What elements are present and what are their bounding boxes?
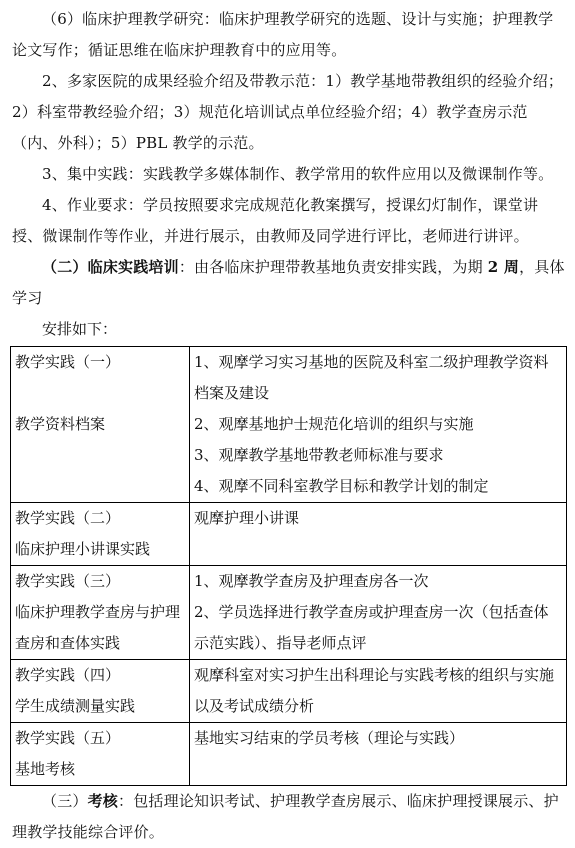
cell-text: 教学实践（三） — [15, 572, 121, 590]
cell-text: 基地实习结束的学员考核（理论与实践） — [194, 729, 465, 747]
section-text-a: ：由各临床护理带教基地负责安排实践，为期 — [178, 258, 488, 276]
cell-text: 教学资料档案 — [15, 415, 106, 433]
practice-name-cell — [11, 723, 190, 786]
practice-content-cell — [190, 723, 567, 786]
practice-name-cell — [11, 503, 190, 566]
cell-text: 4、观摩不同科室教学目标和教学计划的制定 — [194, 477, 489, 495]
cell-text: 2、学员选择进行教学查房或护理查房一次（包括查体示范实践）、指导老师点评 — [194, 603, 549, 652]
cell-text: 学生成绩测量实践 — [15, 697, 136, 715]
cell-text: 教学实践（一） — [15, 353, 121, 371]
arrangement-intro: 安排如下： — [42, 320, 118, 338]
practice-content-cell — [190, 660, 567, 723]
cell-text: 1、观摩学习实习基地的医院及科室二级护理教学资料档案及建设 — [194, 353, 549, 402]
cell-text: 临床护理小讲课实践 — [15, 540, 151, 558]
paragraph-assignment-requirements: 4、作业要求：学员按照要求完成规范化教案撰写，授课幻灯制作，课堂讲授、微课制作等作业，并进行展示，由教师及同学进行评比，老师进行讲评。 — [12, 196, 539, 245]
practice-content-cell — [190, 566, 567, 660]
paragraph-hospital-experience: 2、多家医院的成果经验介绍及带教示范：1）教学基地带教组织的经验介绍；2）科室带教经验介绍；3）规范化培训试点单位经验介绍；4）教学查房示范（内、外科）；5）PBL 教学的示范。 — [12, 72, 564, 152]
section-text-b: ，具体学习 — [12, 258, 565, 307]
paragraph-clinical-practice-training — [12, 252, 567, 314]
assessment-prefix: （三） — [42, 792, 88, 810]
cell-text: 1、观摩教学查房及护理查房各一次 — [194, 572, 429, 590]
assessment-heading: 考核 — [87, 792, 119, 810]
section-heading-clinical-practice: （二）临床实践培训 — [42, 258, 179, 276]
practice-content-cell — [190, 503, 567, 566]
table-row — [11, 566, 567, 660]
duration-text: 2 周 — [487, 258, 520, 276]
cell-text: 2、观摩基地护士规范化培训的组织与实施 — [194, 415, 474, 433]
practice-table — [10, 346, 567, 786]
cell-text: 基地考核 — [15, 760, 76, 778]
cell-spacer — [15, 378, 185, 409]
practice-content-cell — [190, 347, 567, 503]
table-row — [11, 723, 567, 786]
cell-text: 3、观摩教学基地带教老师标准与要求 — [194, 446, 444, 464]
cell-text: 教学实践（二） — [15, 509, 121, 527]
practice-name-cell — [11, 347, 190, 503]
paragraph-clinical-teaching-research: （6）临床护理教学研究：临床护理教学研究的选题、设计与实施；护理教学论文写作；循证思维在临床护理教育中的应用等。 — [12, 10, 554, 59]
paragraph-assessment — [12, 786, 567, 848]
paragraph-centralized-practice: 3、集中实践：实践教学多媒体制作、教学常用的软件应用以及微课制作等。 — [42, 165, 554, 183]
cell-text: 观摩护理小讲课 — [194, 509, 300, 527]
cell-text: 临床护理教学查房与护理查房和查体实践 — [15, 603, 181, 652]
cell-text: 教学实践（四） — [15, 666, 121, 684]
practice-name-cell — [11, 566, 190, 660]
practice-name-cell — [11, 660, 190, 723]
table-row — [11, 660, 567, 723]
table-row — [11, 503, 567, 566]
table-row — [11, 347, 567, 503]
cell-text: 观摩科室对实习护生出科理论与实践考核的组织与实施以及考试成绩分析 — [194, 666, 555, 715]
cell-text: 教学实践（五） — [15, 729, 121, 747]
assessment-text: ：包括理论知识考试、护理教学查房展示、临床护理授课展示、护理教学技能综合评价。 — [12, 792, 559, 841]
